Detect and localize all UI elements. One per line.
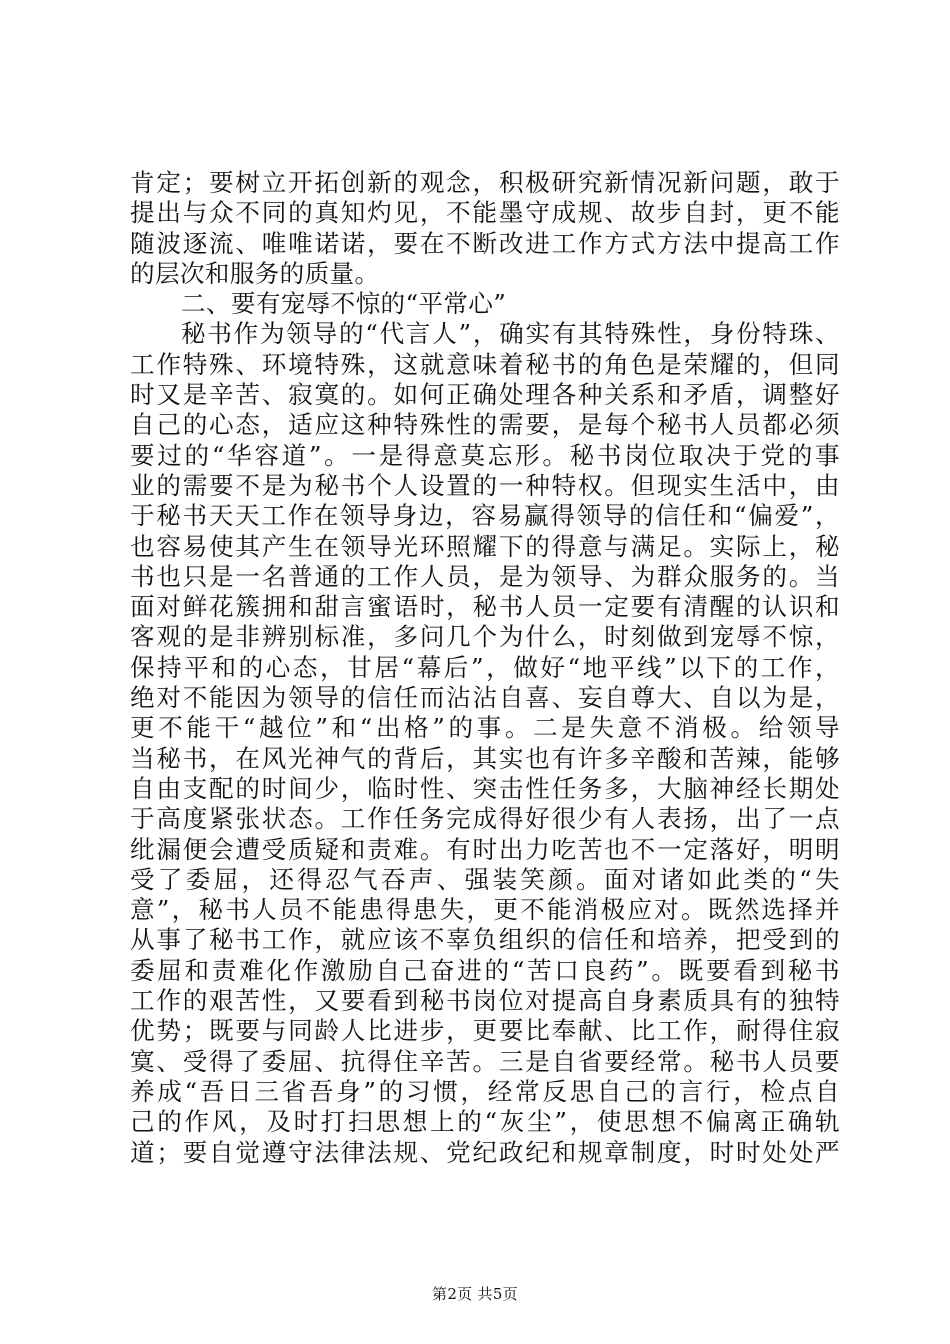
text-line: 纰漏便会遭受质疑和责难。有时出力吃苦也不一定落好，明明: [130, 834, 840, 864]
text-line: 己的作风，及时打扫思想上的“灰尘”，使思想不偏离正确轨: [130, 1107, 840, 1137]
text-line: 面对鲜花簇拥和甜言蜜语时，秘书人员一定要有清醒的认识和: [130, 592, 840, 622]
text-line: 保持平和的心态，甘居“幕后”，做好“地平线”以下的工作，: [130, 652, 840, 682]
text-line: 于高度紧张状态。工作任务完成得好很少有人表扬，出了一点: [130, 804, 840, 834]
text-line: 委屈和责难化作激励自己奋进的“苦口良药”。既要看到秘书: [130, 955, 840, 985]
text-line: 寞、受得了委屈、抗得住辛苦。三是自省要经常。秘书人员要: [130, 1046, 840, 1076]
text-line: 的层次和服务的质量。: [130, 258, 380, 288]
text-line: 绝对不能因为领导的信任而沾沾自喜、妄自尊大、自以为是，: [130, 683, 840, 713]
text-line: 自己的心态，适应这种特殊性的需要，是每个秘书人员都必须: [130, 410, 840, 440]
text-line: 肯定；要树立开拓创新的观念，积极研究新情况新问题，敢于: [130, 168, 840, 197]
text-line: 从事了秘书工作，就应该不辜负组织的信任和培养，把受到的: [130, 925, 840, 955]
text-line: 优势；既要与同龄人比进步，更要比奉献、比工作，耐得住寂: [130, 1016, 840, 1046]
text-line: 受了委屈，还得忍气吞声、强装笑颜。面对诸如此类的“失: [130, 864, 840, 894]
text-line: 书也只是一名普通的工作人员，是为领导、为群众服务的。当: [130, 561, 840, 591]
text-line: 工作特殊、环境特殊，这就意味着秘书的角色是荣耀的，但同: [130, 349, 840, 379]
text-line: 当秘书，在风光神气的背后，其实也有许多辛酸和苦辣，能够: [130, 743, 840, 773]
text-line: 业的需要不是为秘书个人设置的一种特权。但现实生活中，由: [130, 470, 840, 500]
text-line: 也容易使其产生在领导光环照耀下的得意与满足。实际上，秘: [130, 531, 840, 561]
text-line: 于秘书天天工作在领导身边，容易赢得领导的信任和“偏爱”，: [130, 501, 840, 531]
text-line: 时又是辛苦、寂寞的。如何正确处理各种关系和矛盾，调整好: [130, 380, 840, 410]
text-line: 更不能干“越位”和“出格”的事。二是失意不消极。给领导: [130, 713, 840, 743]
section-heading: 二、要有宠辱不惊的“平常心”: [181, 289, 507, 319]
text-line: 养成“吾日三省吾身”的习惯，经常反思自己的言行，检点自: [130, 1076, 840, 1106]
text-line: 要过的“华容道”。一是得意莫忘形。秘书岗位取决于党的事: [130, 440, 840, 470]
text-line: 工作的艰苦性，又要看到秘书岗位对提高自身素质具有的独特: [130, 986, 840, 1016]
page-number-footer: 第2页 共5页: [432, 1285, 518, 1303]
document-body: [130, 168, 840, 1168]
text-line: 秘书作为领导的“代言人”，确实有其特殊性，身份特珠、: [181, 319, 840, 349]
text-line: 意”，秘书人员不能患得患失，更不能消极应对。既然选择并: [130, 895, 840, 925]
text-line: 道；要自觉遵守法律法规、党纪政纪和规章制度，时时处处严: [130, 1137, 840, 1167]
text-line: 客观的是非辨别标准，多问几个为什么，时刻做到宠辱不惊，: [130, 622, 840, 652]
text-line: 随波逐流、唯唯诺诺，要在不断改进工作方式方法中提高工作: [130, 228, 840, 258]
text-line: 自由支配的时间少，临时性、突击性任务多，大脑神经长期处: [130, 773, 840, 803]
text-line: 提出与众不同的真知灼见，不能墨守成规、故步自封，更不能: [130, 198, 840, 228]
